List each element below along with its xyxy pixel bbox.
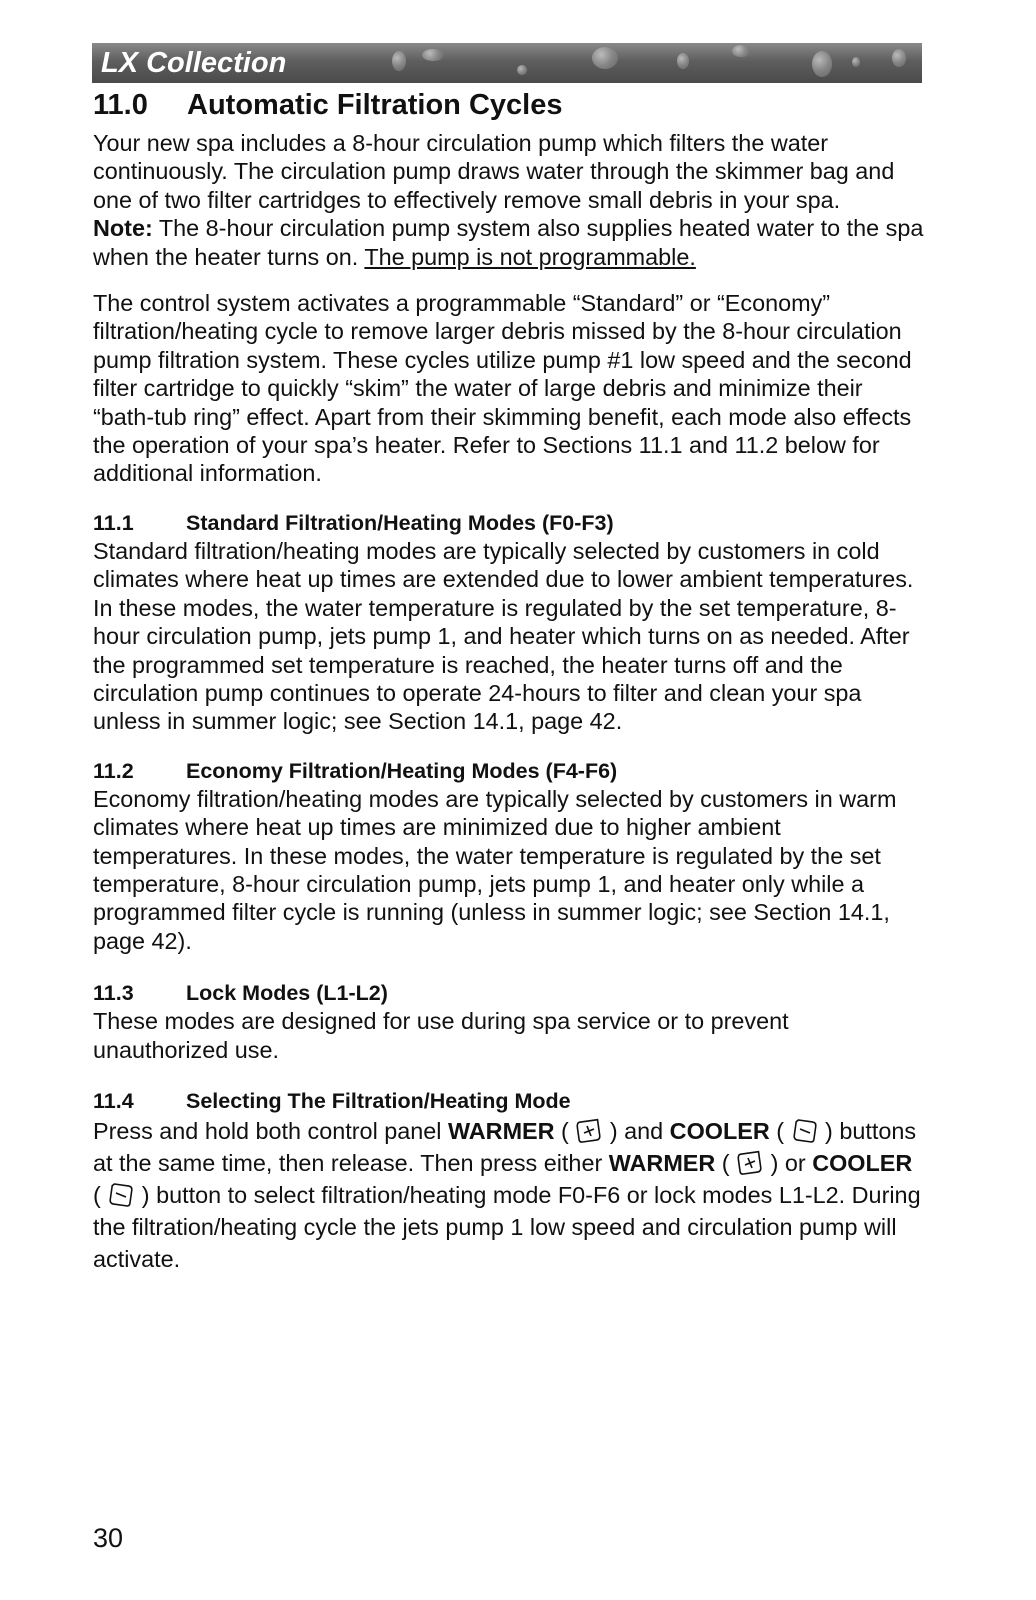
header-title: LX Collection (101, 47, 287, 79)
section-number: 11.2 (93, 758, 134, 783)
section-title: Lock Modes (L1-L2) (186, 981, 388, 1006)
page-number: 30 (93, 1523, 124, 1553)
section-number: 11.3 (93, 981, 134, 1006)
text-run: ) and (603, 1117, 670, 1144)
text-run: ) button to select filtration/heating mode F0-F6 or lock modes L1-L2. During the filtration/heating cycle the jets pump 1 low speed and circulation pump will activate. (93, 1181, 921, 1272)
section-11-1-body: Standard filtration/heating modes are typically selected by customers in cold climates where heat up times are extended due to lower ambient temperatures. In these modes, the water temperature is regulated by the set temperature, 8-hour circulation pump, jets pump 1, and heater which turns on as needed. After the programmed set temperature is reached, the heater turns off and the circulation pump continues to operate 24-hours to filter and clean your spa unless in summer logic; see Section 14.1, page 42. (93, 537, 914, 735)
text-run: ( (769, 1117, 791, 1144)
text-run: ( (715, 1149, 737, 1176)
control-system-paragraph: The control system activates a programmable “Standard” or “Economy” filtration/heating cycle to remove larger debris missed by the 8-hour circulation pump filtration system. These cycles utilize pump #1 low speed and the second filter cartridge to quickly “skim” the water of large debris and minimize their “bath-tub ring” effect. Apart from their skimming benefit, each mode also effects the operation of your spa’s heater. Refer to Sections 11.1 and 11.2 below for additional information. (93, 290, 912, 487)
section-11-4-heading (93, 1087, 925, 1115)
header-bar (92, 43, 922, 83)
section-11-2-body: Economy filtration/heating modes are typically selected by customers in warm climates where heat up times are minimized due to higher ambient temperatures. In these modes, the water temperature is regulated by the set temperature, 8-hour circulation pump, jets pump 1, and heater only while a programmed filter cycle is running (unless in summer logic; see Section 14.1, page 42). (93, 785, 897, 954)
cooler-minus-icon (791, 1118, 819, 1144)
section-11-0-heading (93, 86, 925, 124)
intro-paragraph (93, 129, 925, 271)
section-title: Automatic Filtration Cycles (187, 89, 563, 121)
section-number: 11.0 (93, 89, 148, 121)
cooler-label: COOLER (812, 1149, 913, 1176)
section-11-3-body: These modes are designed for use during spa service or to prevent unauthorized use. (93, 1008, 789, 1063)
section-number: 11.4 (93, 1088, 134, 1113)
note-text: The 8-hour circulation pump system also supplies heated water to the spa when the heater turns on. (93, 215, 924, 270)
intro-text: Your new spa includes a 8-hour circulation pump which filters the water continuously. The circulation pump draws water through the skimmer bag and one of two filter cartridges to effectively remove small debris in your spa. (93, 130, 895, 213)
section-title: Standard Filtration/Heating Modes (F0-F3) (186, 510, 614, 535)
section-number: 11.1 (93, 510, 134, 535)
cooler-minus-icon (107, 1182, 135, 1208)
section-title: Selecting The Filtration/Heating Mode (186, 1088, 571, 1113)
section-title: Economy Filtration/Heating Modes (F4-F6) (186, 758, 618, 783)
section-11-3-heading (93, 979, 925, 1007)
note-underline: The pump is not programmable. (364, 243, 696, 270)
text-run: ( (93, 1181, 108, 1208)
warmer-plus-icon (736, 1150, 764, 1176)
text-run: ) or (764, 1149, 813, 1176)
section-11-1-heading (93, 509, 925, 537)
cooler-label: COOLER (669, 1117, 770, 1144)
text-run: ( (554, 1117, 576, 1144)
note-label: Note: (93, 215, 153, 242)
page-content (93, 86, 925, 1275)
text-run: ) buttons at the same time, then release. Then press either (93, 1117, 917, 1176)
section-11-2-heading (93, 757, 925, 785)
section-11-4-body (93, 1115, 925, 1275)
warmer-label: WARMER (448, 1117, 555, 1144)
text-run: Press and hold both control panel (93, 1117, 448, 1144)
warmer-label: WARMER (608, 1149, 716, 1176)
warmer-plus-icon (575, 1118, 603, 1144)
